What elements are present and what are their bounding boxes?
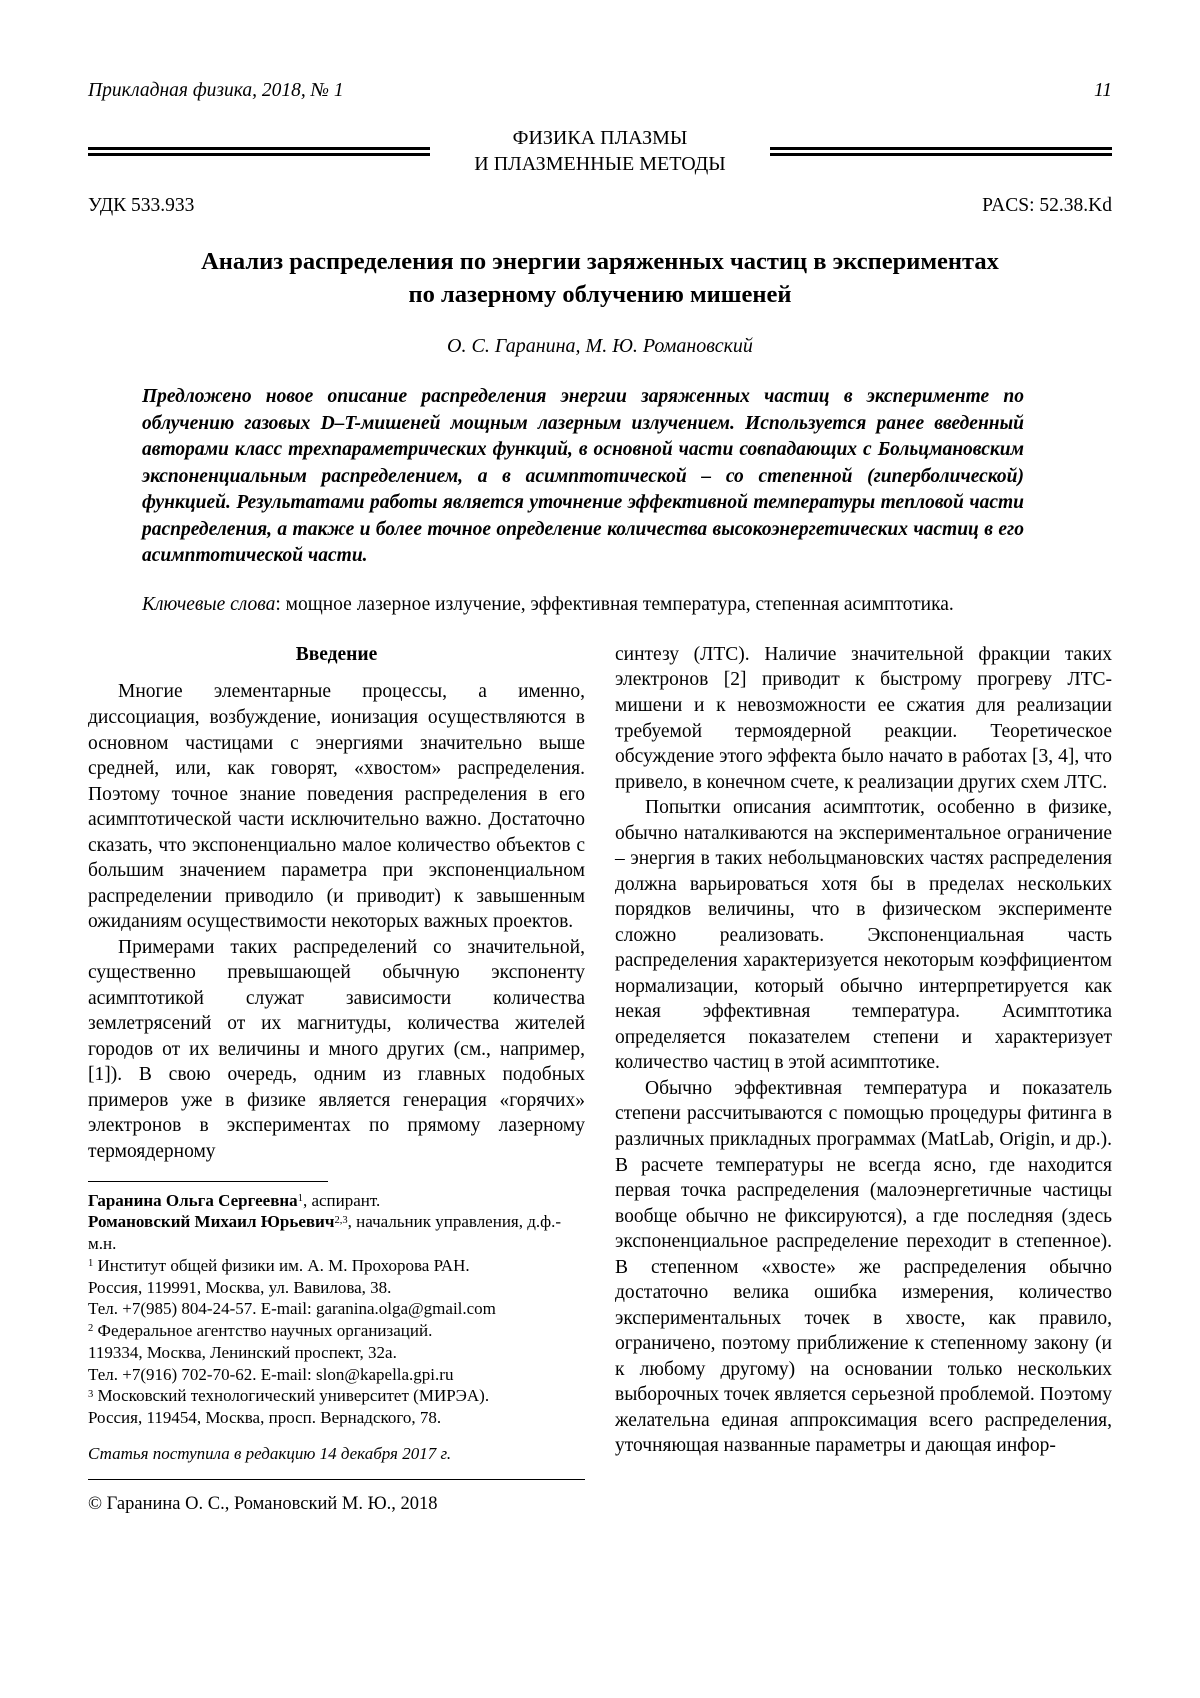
footnote-affiliation-1-text: Институт общей физики им. А. М. Прохорова РАН. xyxy=(93,1255,470,1275)
intro-paragraph-1: Многие элементарные процессы, а именно, диссоциация, возбуждение, ионизация осуществляются в основном частицами с энергиями значительно выше средней, или, как говорят, «хвостом» распределения. Поэтому точное знание поведения распределения в его асимптотической части исключительно важно. Достаточно сказать, что экспоненциально малое количество объектов с большим значением параметра при экспоненциальном распределении приводило (и приводит) к завышенным ожиданиям осуществимости некоторых важных проектов. xyxy=(88,681,585,933)
footnote-affiliation-3-text: Московский технологический университет (МИРЭА). xyxy=(93,1386,490,1406)
footnote-affiliation-3-address: Россия, 119454, Москва, просп. Вернадского, 78. xyxy=(88,1408,442,1428)
running-head xyxy=(88,80,1112,102)
footnote-marker: 1 xyxy=(297,1192,303,1204)
right-column xyxy=(615,642,1112,1459)
keywords-label: Ключевые слова xyxy=(142,593,276,615)
page-number: 11 xyxy=(1093,80,1112,101)
article-authors: О. С. Гаранина, М. Ю. Романовский xyxy=(447,335,753,358)
journal-reference: Прикладная физика, 2018, № 1 xyxy=(88,80,344,101)
double-rule-right xyxy=(770,147,1112,156)
body-paragraph-1: синтезу (ЛТС). Наличие значительной фракции таких электронов [2] приводит к быстрому прогреву ЛТС-мишени и к невозможности ее сжатия для реализации требуемой термоядерной реакции. Теоретическое обсуждение этого эффекта было начато в работах [3, 4], что привело, в конечном счете, к реализации других схем ЛТС. xyxy=(615,643,1112,793)
article-title-line-2: по лазерному облучению мишеней xyxy=(408,281,792,309)
two-column-body xyxy=(88,642,1112,1516)
footnote-affiliation-1-contact: Тел. +7(985) 804-24-57. E-mail: garanina.olga@gmail.com xyxy=(88,1299,496,1319)
footnote-author-2 xyxy=(88,1211,585,1255)
footnote-affiliation-2-address: 119334, Москва, Ленинский проспект, 32а. xyxy=(88,1342,397,1362)
pacs-code: PACS: 52.38.Kd xyxy=(982,195,1112,217)
section-banner xyxy=(88,126,1112,177)
body-paragraph-2: Попытки описания асимптотик, особенно в физике, обычно наталкиваются на экспериментальное ограничение – энергия в таких небольцмановских частях распределения должна варьироваться хотя бы в пределах нескольких порядков величины, что в физическом эксперименте сложно реализовать. Экспоненциальная часть распределения характеризуется некоторым коэффициентом нормализации, который обычно интерпретируется как некая эффективная температура. Асимптотика определяется показателем степени и характеризует количество частиц в этой асимптотике. xyxy=(615,797,1112,1074)
footnote-marker: 2,3 xyxy=(334,1214,348,1226)
footnote-affiliation-2-text: Федеральное агентство научных организаций. xyxy=(93,1321,433,1341)
udk-code: УДК 533.933 xyxy=(88,195,195,217)
footnote-affiliation-1-address: Россия, 119991, Москва, ул. Вавилова, 38. xyxy=(88,1277,392,1297)
footnotes-block xyxy=(88,1190,585,1429)
footnote-separator xyxy=(88,1181,328,1182)
intro-heading: Введение xyxy=(295,643,378,665)
classification-codes xyxy=(88,195,1112,217)
article-title xyxy=(88,245,1112,311)
footnote-marker: 3 xyxy=(88,1388,94,1400)
footnote-author-1 xyxy=(88,1190,585,1212)
footnote-affiliation-2 xyxy=(88,1320,585,1342)
section-title-line-1: ФИЗИКА ПЛАЗМЫ xyxy=(512,127,688,149)
intro-paragraph-2: Примерами таких распределений со значительной, существенно превышающей обычную экспоненту асимптотикой служат зависимости количества землетрясений от их магнитуды, количества жителей городов от их величины и много других (см., например, [1]). В свою очередь, одним из главных подобных примеров уже в физике является генерация «горячих» электронов в экспериментах по прямому лазерному термоядерному xyxy=(88,936,585,1163)
article-title-line-1: Анализ распределения по энергии заряженных частиц в экспериментах xyxy=(201,248,999,276)
keywords-line xyxy=(142,594,1024,616)
received-note: Статья поступила в редакцию 14 декабря 2017 г. xyxy=(88,1443,452,1463)
footnote-marker: 2 xyxy=(88,1323,94,1335)
keywords-text: : мощное лазерное излучение, эффективная температура, степенная асимптотика. xyxy=(275,593,954,615)
double-rule-left xyxy=(88,147,430,156)
footnote-author-2-name: Романовский Михаил Юрьевич xyxy=(88,1212,335,1232)
body-paragraph-3: Обычно эффективная температура и показатель степени рассчитываются с помощью процедуры фитинга в различных прикладных программах (MatLab, Origin, и др.). В расчете температуры не всегда ясно, где находится первая точка распределения (малоэнергетичные частицы вообще обычно не фиксируются), а где последняя (здесь экспоненциальное распределение переходит в степенное). В степенном «хвосте» же распределения обычно достаточно велика ошибка измерения, количество экспериментальных точек в хвосте, как правило, ограничено, поэтому приближение к степенному закону (и к любому другому) на основании только нескольких выборочных точек является серьезной проблемой. Поэтому желательна единая аппроксимация всего распределения, уточняющая названные параметры и дающая инфор- xyxy=(615,1077,1112,1457)
footnote-author-1-name: Гаранина Ольга Сергеевна xyxy=(88,1190,298,1210)
left-column xyxy=(88,642,585,1516)
footnote-affiliation-3 xyxy=(88,1385,585,1407)
article-abstract: Предложено новое описание распределения энергии заряженных частиц в эксперименте по облучению газовых D–T-мишеней мощным лазерным излучением. Используется ранее введенный авторами класс трехпараметрических функций, в основной части совпадающих с Больцмановским экспоненциальным распределением, а в асимптотической – со степенной (гиперболической) функцией. Результатами работы является уточнение эффективной температуры тепловой части распределения, а также и более точное определение количества высокоэнергетических частиц в его асимптотической части. xyxy=(142,386,1024,567)
copyright-note: © Гаранина О. С., Романовский М. Ю., 2018 xyxy=(88,1479,585,1516)
section-title xyxy=(474,126,725,177)
footnote-affiliation-2-contact: Тел. +7(916) 702-70-62. E-mail: slon@kapella.gpi.ru xyxy=(88,1364,454,1384)
footnote-author-1-role: , аспирант. xyxy=(302,1190,381,1210)
footnote-affiliation-1 xyxy=(88,1255,585,1277)
footnote-marker: 1 xyxy=(88,1258,94,1270)
section-title-line-2: И ПЛАЗМЕННЫЕ МЕТОДЫ xyxy=(474,152,726,175)
footnote-author-2-role: , начальник управления, д.ф.-м.н. xyxy=(88,1212,562,1254)
